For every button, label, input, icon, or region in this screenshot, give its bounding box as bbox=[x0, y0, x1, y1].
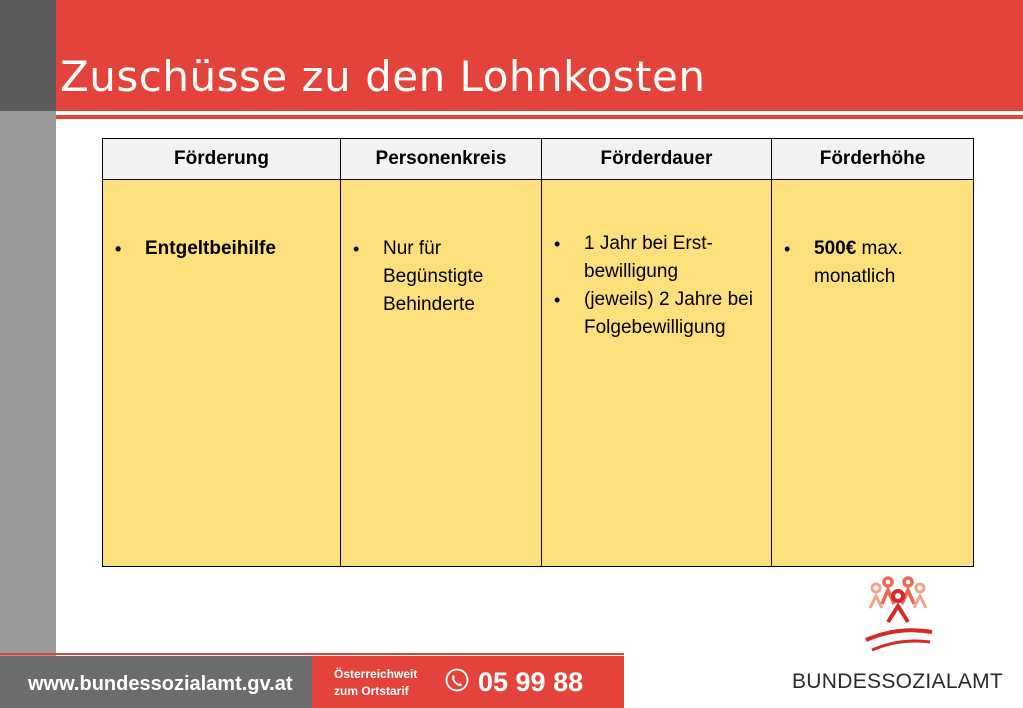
cell-foerderhoehe bbox=[772, 180, 974, 567]
org-name: BUNDESSOZIALAMT bbox=[792, 670, 1004, 693]
footer-divider bbox=[0, 653, 624, 655]
left-sidebar bbox=[0, 111, 56, 656]
phone-number: 05 99 88 bbox=[478, 667, 584, 697]
table-row bbox=[103, 180, 974, 567]
footer-tariff-note: Österreichweit zum Ortstarif bbox=[334, 667, 418, 698]
header-foerderhoehe: Förderhöhe bbox=[772, 139, 974, 180]
slide-title: Zuschüsse zu den Lohnkosten bbox=[60, 52, 706, 101]
list-item: • Entgeltbeihilfe bbox=[111, 235, 334, 263]
amount-description: max. monatlich bbox=[814, 238, 903, 287]
header-personenkreis: Personenkreis bbox=[341, 139, 542, 180]
amount-value: 500€ bbox=[814, 238, 857, 259]
list-item: • 1 Jahr bei Erst-bewilligung bbox=[550, 230, 765, 286]
table-header-row bbox=[103, 139, 974, 180]
header-foerderdauer: Förderdauer bbox=[542, 139, 772, 180]
title-underline bbox=[56, 115, 1023, 119]
title-band bbox=[56, 0, 1023, 111]
phone-icon bbox=[445, 668, 469, 692]
cell-personenkreis bbox=[341, 180, 542, 567]
list-item bbox=[780, 235, 967, 291]
list-item: • (jeweils) 2 Jahre bei Folgebewilligung bbox=[550, 286, 765, 342]
cell-foerderdauer bbox=[542, 180, 772, 567]
list-item: • Nur für Begünstigte Behinderte bbox=[349, 235, 535, 319]
header-foerderung: Förderung bbox=[103, 139, 341, 180]
cell-foerderung bbox=[103, 180, 341, 567]
left-sidebar-dark bbox=[0, 0, 56, 111]
people-group-logo-icon bbox=[862, 574, 934, 658]
funding-table bbox=[102, 138, 974, 567]
website-link[interactable]: www.bundessozialamt.gv.at bbox=[28, 673, 293, 695]
